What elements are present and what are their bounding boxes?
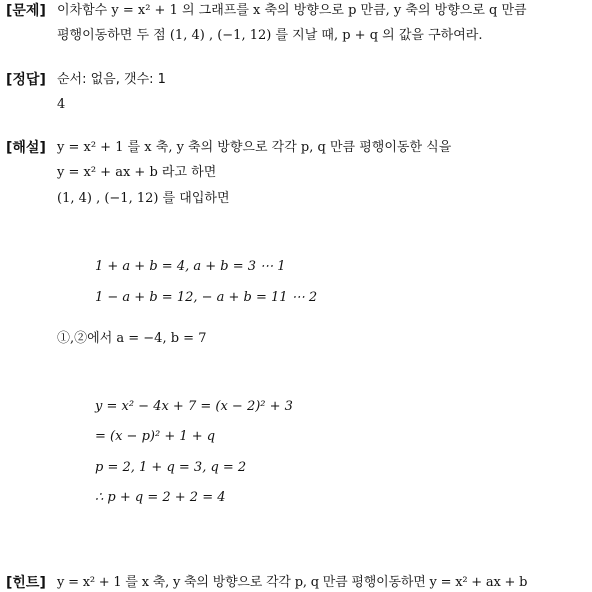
solution-text-line-2: y = x² + ax + b 라고 하면 xyxy=(57,165,217,180)
hint-tag: [힌트] xyxy=(6,575,46,591)
answer-value: 4 xyxy=(57,97,66,112)
solution-equation-3: y = x² − 4x + 7 = (x − 2)² + 3 xyxy=(95,399,293,414)
hint-text-line-1: y = x² + 1 를 x 축, y 축의 방향으로 각각 p, q 만큼 평행이동하면 y = x² + ax + b xyxy=(57,575,528,590)
solution-equation-1: 1 + a + b = 4, a + b = 3 ⋯ 1 xyxy=(95,259,286,274)
answer-order-count: 순서: 없음, 갯수: 1 xyxy=(57,72,166,87)
answer-tag: [정답] xyxy=(6,72,46,88)
solution-equation-5: p = 2, 1 + q = 3, q = 2 xyxy=(95,460,247,475)
solution-equation-6: ∴ p + q = 2 + 2 = 4 xyxy=(95,490,226,505)
solution-text-line-4: ①,②에서 a = −4, b = 7 xyxy=(57,331,207,346)
solution-tag: [해설] xyxy=(6,140,46,156)
problem-tag: [문제] xyxy=(6,3,46,19)
problem-text-line-2: 평행이동하면 두 점 (1, 4) , (−1, 12) 를 지날 때, p + q 의 값을 구하여라. xyxy=(57,28,483,43)
solution-text-line-1: y = x² + 1 를 x 축, y 축의 방향으로 각각 p, q 만큼 평행이동한 식을 xyxy=(57,140,452,155)
solution-text-line-3: (1, 4) , (−1, 12) 를 대입하면 xyxy=(57,191,230,206)
problem-text-line-1: 이차함수 y = x² + 1 의 그래프를 x 축의 방향으로 p 만큼, y 축의 방향으로 q 만큼 xyxy=(57,3,527,18)
solution-equation-4: = (x − p)² + 1 + q xyxy=(95,429,216,444)
solution-equation-2: 1 − a + b = 12, − a + b = 11 ⋯ 2 xyxy=(95,290,318,305)
